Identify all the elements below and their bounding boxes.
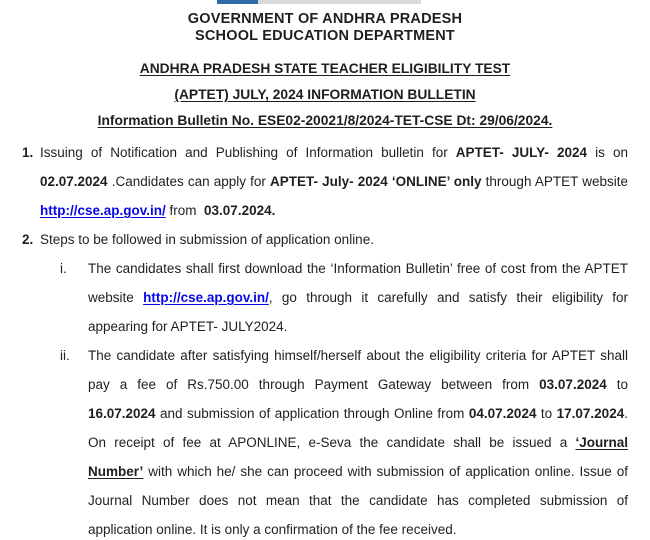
text-segment: to (536, 406, 557, 421)
text-segment: to (606, 377, 628, 392)
list-item-ii (0, 341, 650, 540)
text-segment: 17.07.2024 (556, 406, 625, 421)
paragraph-notification-dates (40, 138, 628, 225)
text-segment: through APTET website (481, 174, 628, 189)
exam-title-line1: ANDHRA PRADESH STATE TEACHER ELIGIBILITY TEST (139, 61, 511, 76)
text-segment: .Candidates can apply for (107, 174, 271, 189)
top-bar-gray-fragment (258, 0, 421, 4)
website-link[interactable]: http://cse.ap.gov.in/ (143, 290, 269, 305)
list-marker-i: i. (60, 261, 67, 276)
text-segment: 16.07.2024 (88, 406, 156, 421)
text-segment: Steps to be followed in submission of application online. (40, 232, 374, 247)
text-segment: The candidate after satisfying himself/herself about the eligibility criteria for APTET shall pay a fee of Rs.750.00 through Payment Gateway between from (88, 348, 628, 392)
list-marker-2: 2. (22, 232, 34, 247)
text-segment: is on (587, 145, 628, 160)
text-segment: APTET- JULY- 2024 (455, 145, 588, 160)
list-marker-ii: ii. (60, 348, 70, 363)
text-segment: . On receipt of fee at APONLINE, e-Seva the candidate shall be issued a (88, 406, 628, 450)
text-segment: APTET- July- 2024 ‘ONLINE’ only (270, 174, 482, 189)
list-item-1 (0, 138, 650, 225)
text-segment: 02.07.2024 (40, 174, 108, 189)
bulletin-number-line: Information Bulletin No. ESE02-20021/8/2024-TET-CSE Dt: 29/06/2024. (97, 113, 553, 128)
paragraph-download-bulletin (88, 254, 628, 341)
document-header (0, 11, 650, 130)
document-body (0, 138, 650, 540)
text-segment: ‘Journal Number’ (88, 435, 628, 479)
list-item-2 (0, 225, 650, 254)
text-segment: and submission of application through Online from (155, 406, 469, 421)
list-item-i (0, 254, 650, 341)
website-link[interactable]: http://cse.ap.gov.in/ (40, 203, 166, 218)
text-segment: 04.07.2024 (468, 406, 537, 421)
text-segment: 03.07.2024 (539, 377, 607, 392)
top-bar-blue-fragment (217, 0, 258, 4)
text-segment: Issuing of Notification and Publishing of Information bulletin for (40, 145, 456, 160)
text-segment: , go through it carefully and satisfy their eligibility for appearing for APTET- JULY2024. (88, 290, 629, 334)
text-segment: from (165, 203, 205, 218)
paragraph-fee-payment (88, 341, 628, 540)
text-segment: with which he/ she can proceed with submission of application online. Issue of Journal Number does not mean that the candidate has completed submission of application online. It is only a confirmation of the fee received. (88, 464, 628, 537)
department-title: SCHOOL EDUCATION DEPARTMENT (195, 28, 455, 44)
text-segment: 03.07.2024. (204, 203, 276, 218)
paragraph-steps-heading (40, 225, 628, 254)
top-cropped-bar (0, 0, 650, 4)
government-title: GOVERNMENT OF ANDHRA PRADESH (187, 11, 463, 27)
exam-title-line2: (APTET) JULY, 2024 INFORMATION BULLETIN (174, 87, 476, 102)
list-marker-1: 1. (22, 145, 34, 160)
text-segment: The candidates shall first download the ‘Information Bulletin’ free of cost from the APTET website (88, 261, 628, 305)
